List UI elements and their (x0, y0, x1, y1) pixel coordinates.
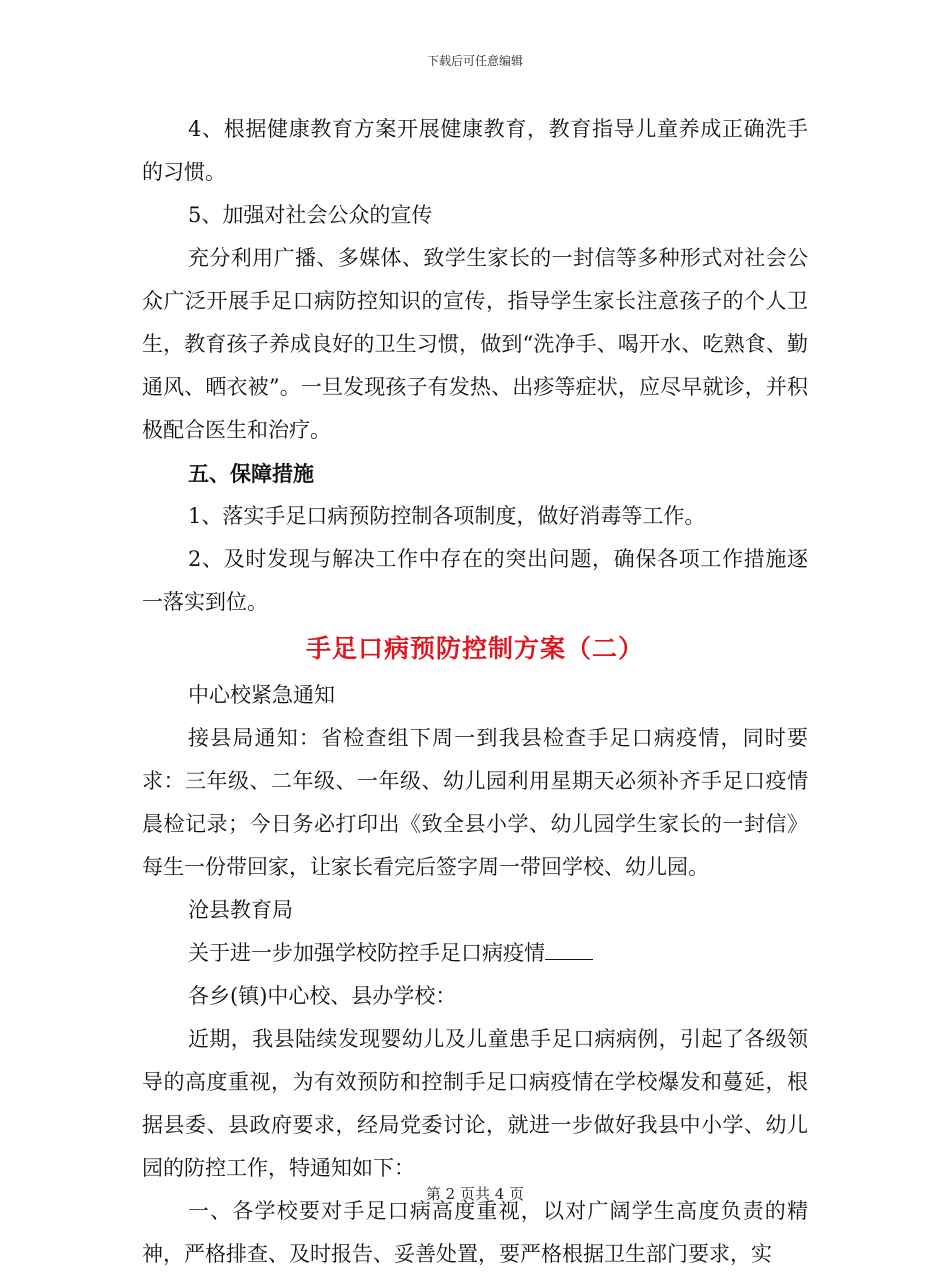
paragraph-notice-body: 接县局通知：省检查组下周一到我县检查手足口病疫情，同时要求：三年级、二年级、一年级、幼儿园利用星期天必须补齐手足口疫情晨检记录；今日务必打印出《致全县小学、幼儿园学生家长的一封信》每生一份带回家，让家长看完后签字周一带回学校、幼儿园。 (142, 726, 808, 879)
paragraph-recipients: 各乡(镇)中心校、县办学校： (188, 984, 457, 1008)
page-header: 下载后可任意编辑 (426, 54, 523, 68)
document-body (142, 108, 808, 1276)
section-heading-guarantee: 五、保障措施 (188, 461, 314, 486)
paragraph-urgent-notice: 中心校紧急通知 (188, 683, 335, 707)
page-footer: 第 2 页共 4 页 (425, 1185, 525, 1203)
paragraph-publicity-body: 充分利用广播、多媒体、致学生家长的一封信等多种形式对社会公众广泛开展手足口病防控知识的宣传，指导学生家长注意孩子的个人卫生，教育孩子养成良好的卫生习惯，做到“洗净手、喝开水、吃熟食、勤通风、晒衣被”。一旦发现孩子有发热、出疹等症状，应尽早就诊，并积极配合医生和治疗。 (142, 246, 808, 442)
paragraph-item-1: 一、各学校要对手足口病高度重视，以对广阔学生高度负责的精神，严格排查、及时报告、妥善处置，要严格根据卫生部门要求，实 (142, 1199, 808, 1266)
paragraph-measure-2: 2、及时发现与解决工作中存在的突出问题，确保各项工作措施逐一落实到位。 (142, 547, 808, 614)
paragraph-subject (142, 932, 808, 975)
paragraph-measure-1: 1、落实手足口病预防控制各项制度，做好消毒等工作。 (188, 504, 706, 528)
subject-text: 关于进一步加强学校防控手足口病疫情 (188, 941, 545, 965)
paragraph-handwashing: 4、根据健康教育方案开展健康教育，教育指导儿童养成正确洗手的习惯。 (142, 117, 808, 184)
document-title: 手足口病预防控制方案（二） (305, 634, 644, 663)
paragraph-background: 近期，我县陆续发现婴幼儿及儿童患手足口病病例，引起了各级领导的高度重视，为有效预防和控制手足口病疫情在学校爆发和蔓延，根据县委、县政府要求，经局党委讨论，就进一步做好我县中小学、幼儿园的防控工作，特通知如下： (142, 1027, 808, 1180)
paragraph-publicity-heading: 5、加强对社会公众的宣传 (188, 203, 433, 227)
paragraph-issuer: 沧县教育局 (188, 898, 293, 922)
blank-line (545, 939, 593, 960)
